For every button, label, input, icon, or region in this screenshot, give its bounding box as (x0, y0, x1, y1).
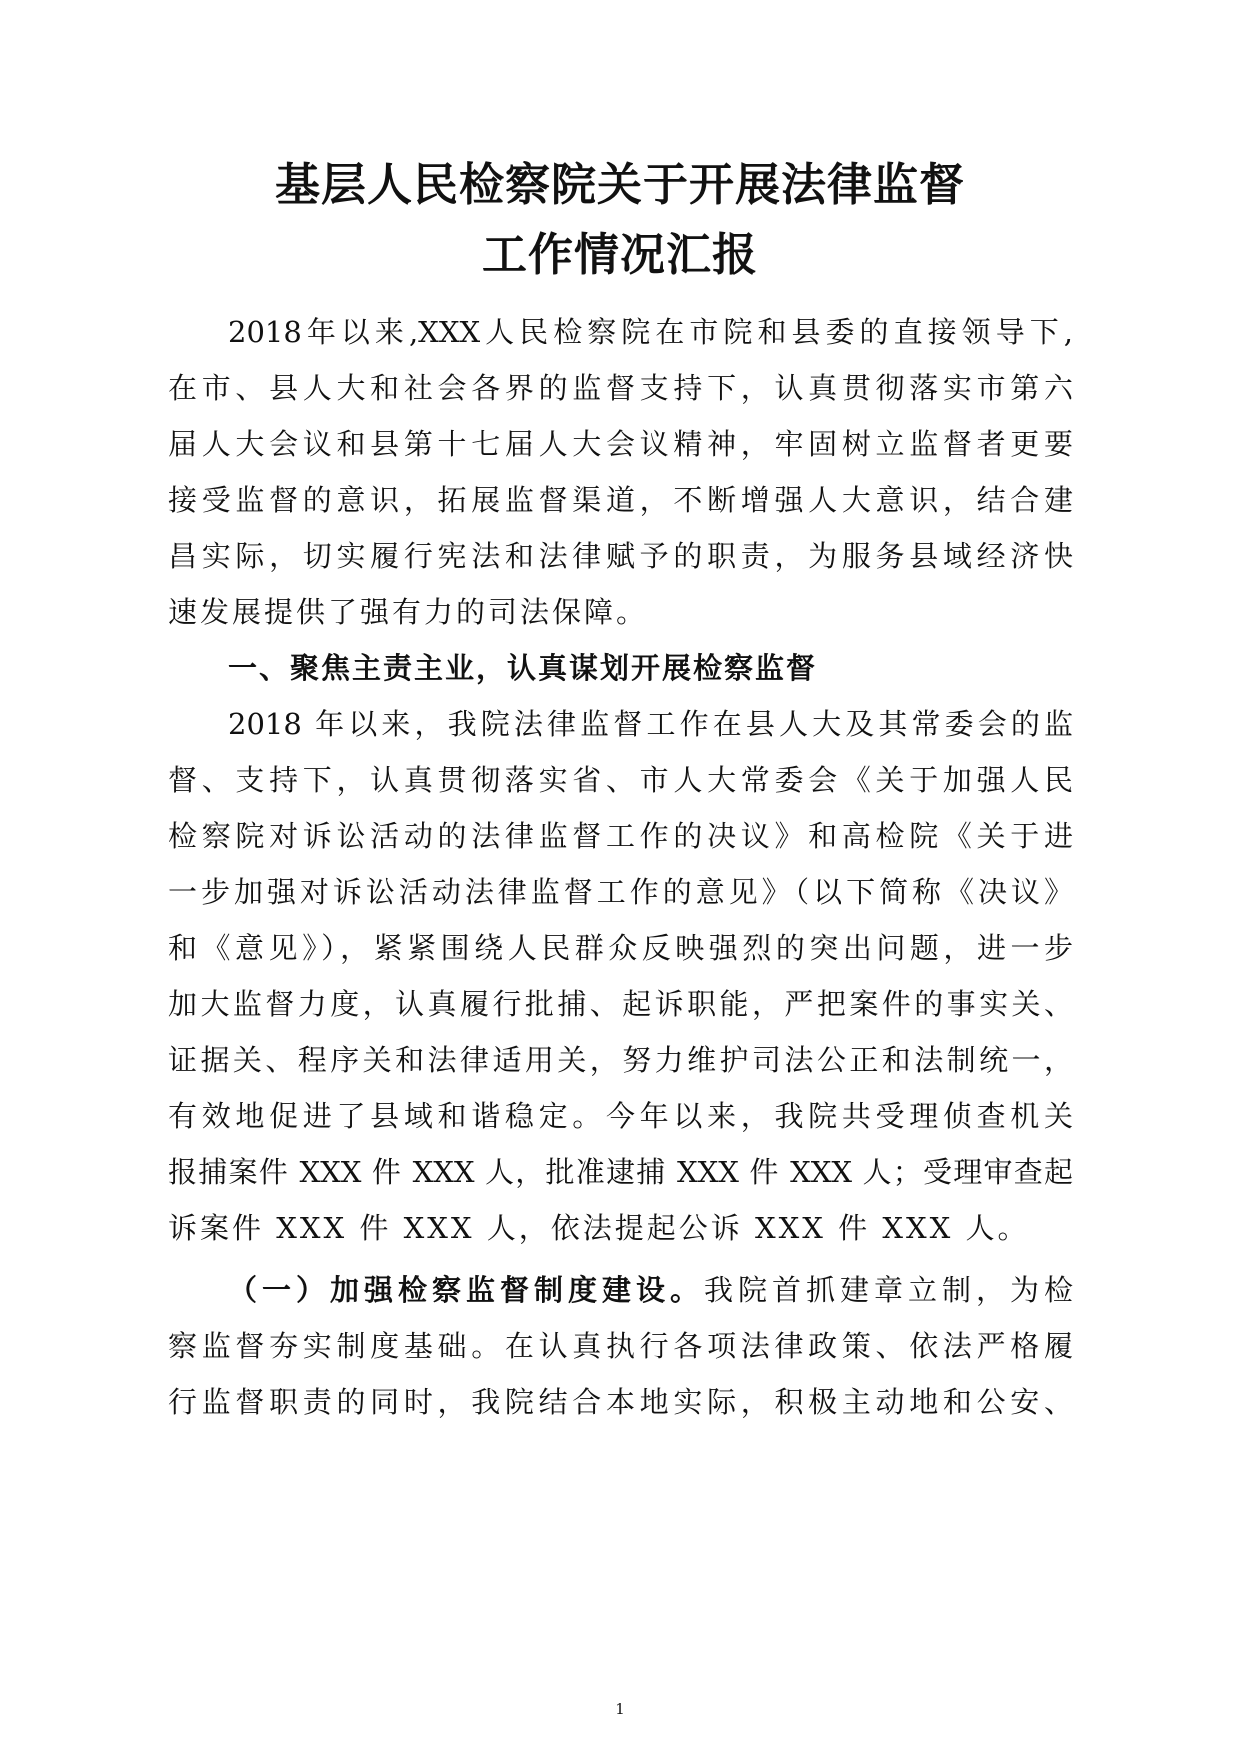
paragraph-1-line: 在市、县人大和社会各界的监督支持下，认真贯彻落实市第六 (168, 371, 1073, 405)
paragraph-3-line: 察监督夯实制度基础。在认真执行各项法律政策、依法严格履 (168, 1329, 1073, 1363)
paragraph-3-first-line-text: 我院首抓建章立制，为检 (703, 1273, 1073, 1307)
paragraph-1-line: 2018年以来,XXX人民检察院在市院和县委的直接领导下, (228, 315, 1073, 349)
paragraph-2-line: 和《意见》），紧紧围绕人民群众反映强烈的突出问题，进一步 (168, 931, 1073, 965)
paragraph-3-line: 行监督职责的同时，我院结合本地实际，积极主动地和公安、 (168, 1385, 1073, 1419)
paragraph-2-line: 2018 年以来，我院法律监督工作在县人大及其常委会的监 (228, 707, 1073, 741)
paragraph-2-line: 督、支持下，认真贯彻落实省、市人大常委会《关于加强人民 (168, 763, 1073, 797)
paragraph-1-line: 接受监督的意识，拓展监督渠道，不断增强人大意识，结合建 (168, 483, 1073, 517)
subsection-1-heading: （一）加强检察监督制度建设。 (228, 1273, 704, 1307)
paragraph-2-line: 有效地促进了县域和谐稳定。今年以来，我院共受理侦查机关 (168, 1099, 1073, 1133)
document-title-line-2: 工作情况汇报 (481, 228, 758, 281)
page-number: 1 (615, 1700, 625, 1718)
document-title-line-1: 基层人民检察院关于开展法律监督 (274, 158, 965, 211)
paragraph-1-line: 速发展提供了强有力的司法保障。 (168, 595, 649, 629)
paragraph-2-line: 诉案件 XXX 件 XXX 人，依法提起公诉 XXX 件 XXX 人。 (168, 1211, 1030, 1245)
paragraph-2-line: 检察院对诉讼活动的法律监督工作的决议》和高检院《关于进 (168, 819, 1073, 853)
paragraph-1-line: 昌实际，切实履行宪法和法律赋予的职责，为服务县域经济快 (168, 539, 1073, 573)
paragraph-3-first-line (228, 1270, 1073, 1310)
section-1-heading: 一、聚焦主责主业，认真谋划开展检察监督 (228, 651, 818, 685)
paragraph-1-line: 届人大会议和县第十七届人大会议精神，牢固树立监督者更要 (168, 427, 1073, 461)
paragraph-2-line: 证据关、程序关和法律适用关，努力维护司法公正和法制统一， (168, 1043, 1073, 1077)
paragraph-2-line: 加大监督力度，认真履行批捕、起诉职能，严把案件的事实关、 (168, 987, 1073, 1021)
paragraph-2-line: 报捕案件 XXX 件 XXX 人，批准逮捕 XXX 件 XXX 人；受理审查起 (168, 1155, 1073, 1189)
paragraph-2-line: 一步加强对诉讼活动法律监督工作的意见》（以下简称《决议》 (168, 875, 1073, 909)
